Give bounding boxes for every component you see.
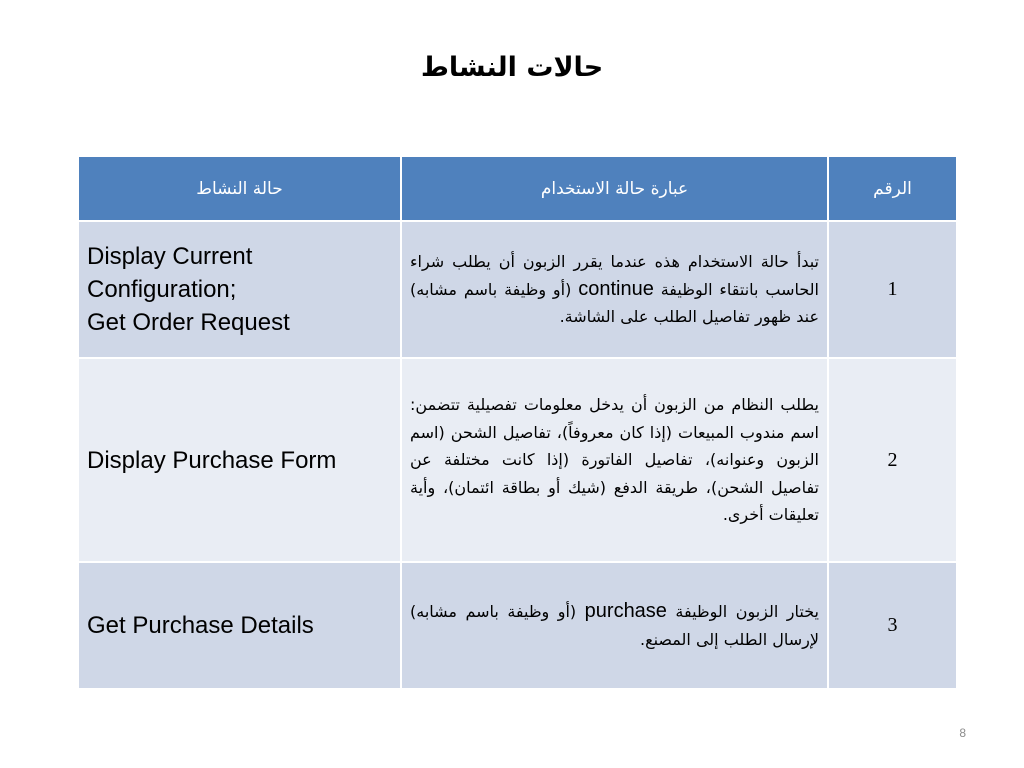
description-cell bbox=[401, 562, 828, 689]
activity-line: Display Purchase Form bbox=[87, 446, 337, 474]
activity-line: Configuration; bbox=[87, 276, 237, 303]
activity-cell bbox=[78, 562, 401, 689]
activity-cell bbox=[78, 358, 401, 562]
header-description: عبارة حالة الاستخدام bbox=[401, 156, 828, 221]
table-row bbox=[78, 358, 957, 562]
row-number: 3 bbox=[828, 562, 957, 689]
function-name: purchase bbox=[584, 600, 667, 622]
activity-line: Get Purchase Details bbox=[87, 612, 314, 639]
activity-table bbox=[77, 155, 958, 690]
description-text: تبدأ حالة الاستخدام هذه عندما يقرر الزبون أن يطلب شراء الحاسب بانتقاء الوظيفة bbox=[410, 252, 820, 299]
page-number: 8 bbox=[959, 726, 966, 740]
row-number: 1 bbox=[828, 221, 957, 358]
activity-line: Display Current bbox=[87, 243, 253, 270]
description-text: (أو وظيفة باسم مشابه) عند ظهور تفاصيل الطلب على الشاشة. bbox=[410, 279, 819, 327]
activity-cell bbox=[78, 221, 401, 358]
description-cell bbox=[401, 221, 828, 358]
page-title: حالات النشاط bbox=[420, 52, 604, 83]
table-row bbox=[78, 221, 957, 358]
description-text: يختار الزبون الوظيفة bbox=[666, 602, 820, 621]
description-cell bbox=[401, 358, 828, 562]
description-text: يطلب النظام من الزبون أن يدخل معلومات تفصيلية تتضمن: اسم مندوب المبيعات (إذا كان معروفاً)، تفاصيل الشحن (اسم الزبون وعنوانه)، تفاصيل الفاتورة (إذا كانت مختلفة عن تفاصيل الشحن)، طريقة الدفع (شيك أو بطاقة ائتمان)، وأية تعليقات أخرى. bbox=[410, 395, 819, 525]
table-row bbox=[78, 562, 957, 689]
header-activity: حالة النشاط bbox=[78, 156, 401, 221]
table-header-row bbox=[78, 156, 957, 221]
row-number: 2 bbox=[828, 358, 957, 562]
header-number: الرقم bbox=[828, 156, 957, 221]
description-text: (أو وظيفة باسم مشابه) لإرسال الطلب إلى المصنع. bbox=[410, 602, 819, 649]
activity-line: Get Order Request bbox=[87, 309, 290, 336]
function-name: continue bbox=[578, 277, 654, 300]
